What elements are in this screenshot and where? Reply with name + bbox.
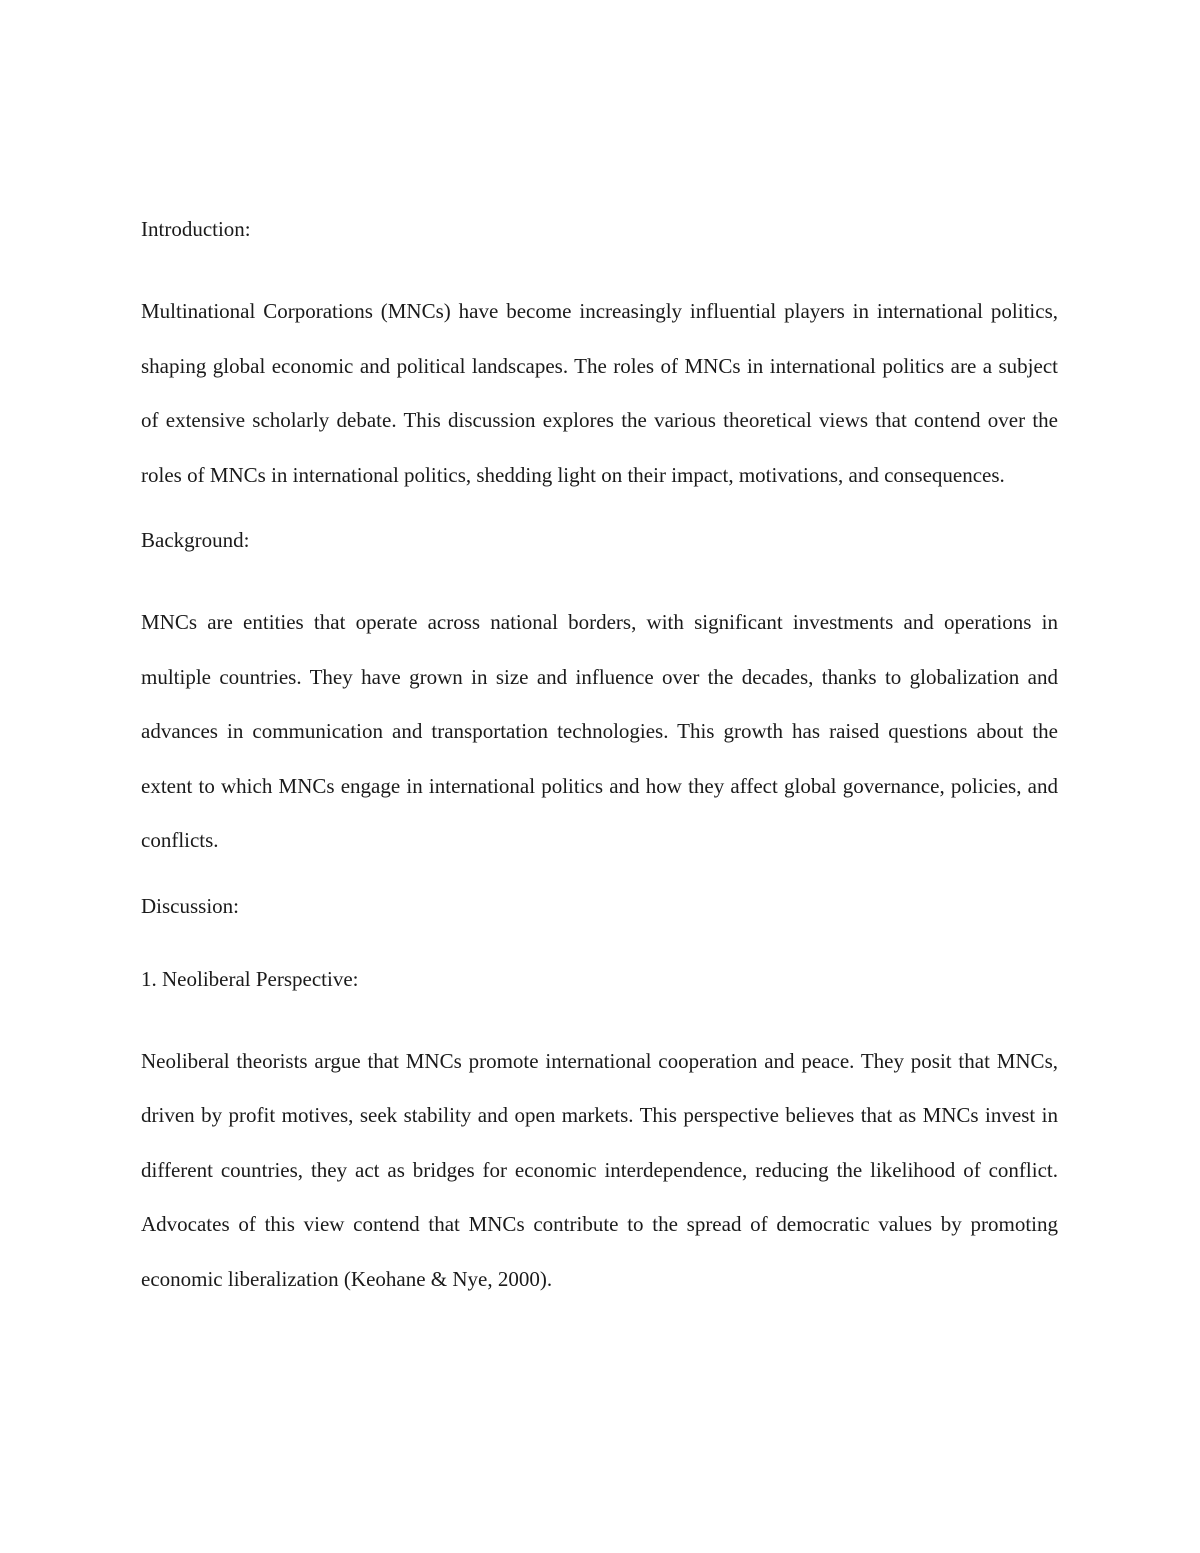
- introduction-paragraph: Multinational Corporations (MNCs) have become increasingly influential players in international politics, shaping global economic and political landscapes. The roles of MNCs in international politics are a subject of extensive scholarly debate. This discussion explores the various theoretical views that contend over the roles of MNCs in international politics, shedding light on their impact, motivations, and consequences.: [141, 299, 1058, 487]
- neoliberal-perspective-subheading: 1. Neoliberal Perspective:: [141, 966, 359, 991]
- discussion-heading: Discussion:: [141, 893, 240, 918]
- background-heading: Background:: [141, 528, 250, 552]
- document-body: [141, 211, 1058, 1326]
- background-paragraph: MNCs are entities that operate across national borders, with significant investments and operations in multiple countries. They have grown in size and influence over the decades, thanks to globalization and advances in communication and transportation technologies. This growth has raised questions about the extent to which MNCs engage in international politics and how they affect global governance, policies, and conflicts.: [141, 610, 1058, 852]
- neoliberal-perspective-paragraph: Neoliberal theorists argue that MNCs promote international cooperation and peace. They posit that MNCs, driven by profit motives, seek stability and open markets. This perspective believes that as MNCs invest in different countries, they act as bridges for economic interdependence, reducing the likelihood of conflict. Advocates of this view contend that MNCs contribute to the spread of democratic values by promoting economic liberalization (Keohane & Nye, 2000).: [141, 1048, 1058, 1291]
- introduction-heading: Introduction:: [141, 217, 251, 241]
